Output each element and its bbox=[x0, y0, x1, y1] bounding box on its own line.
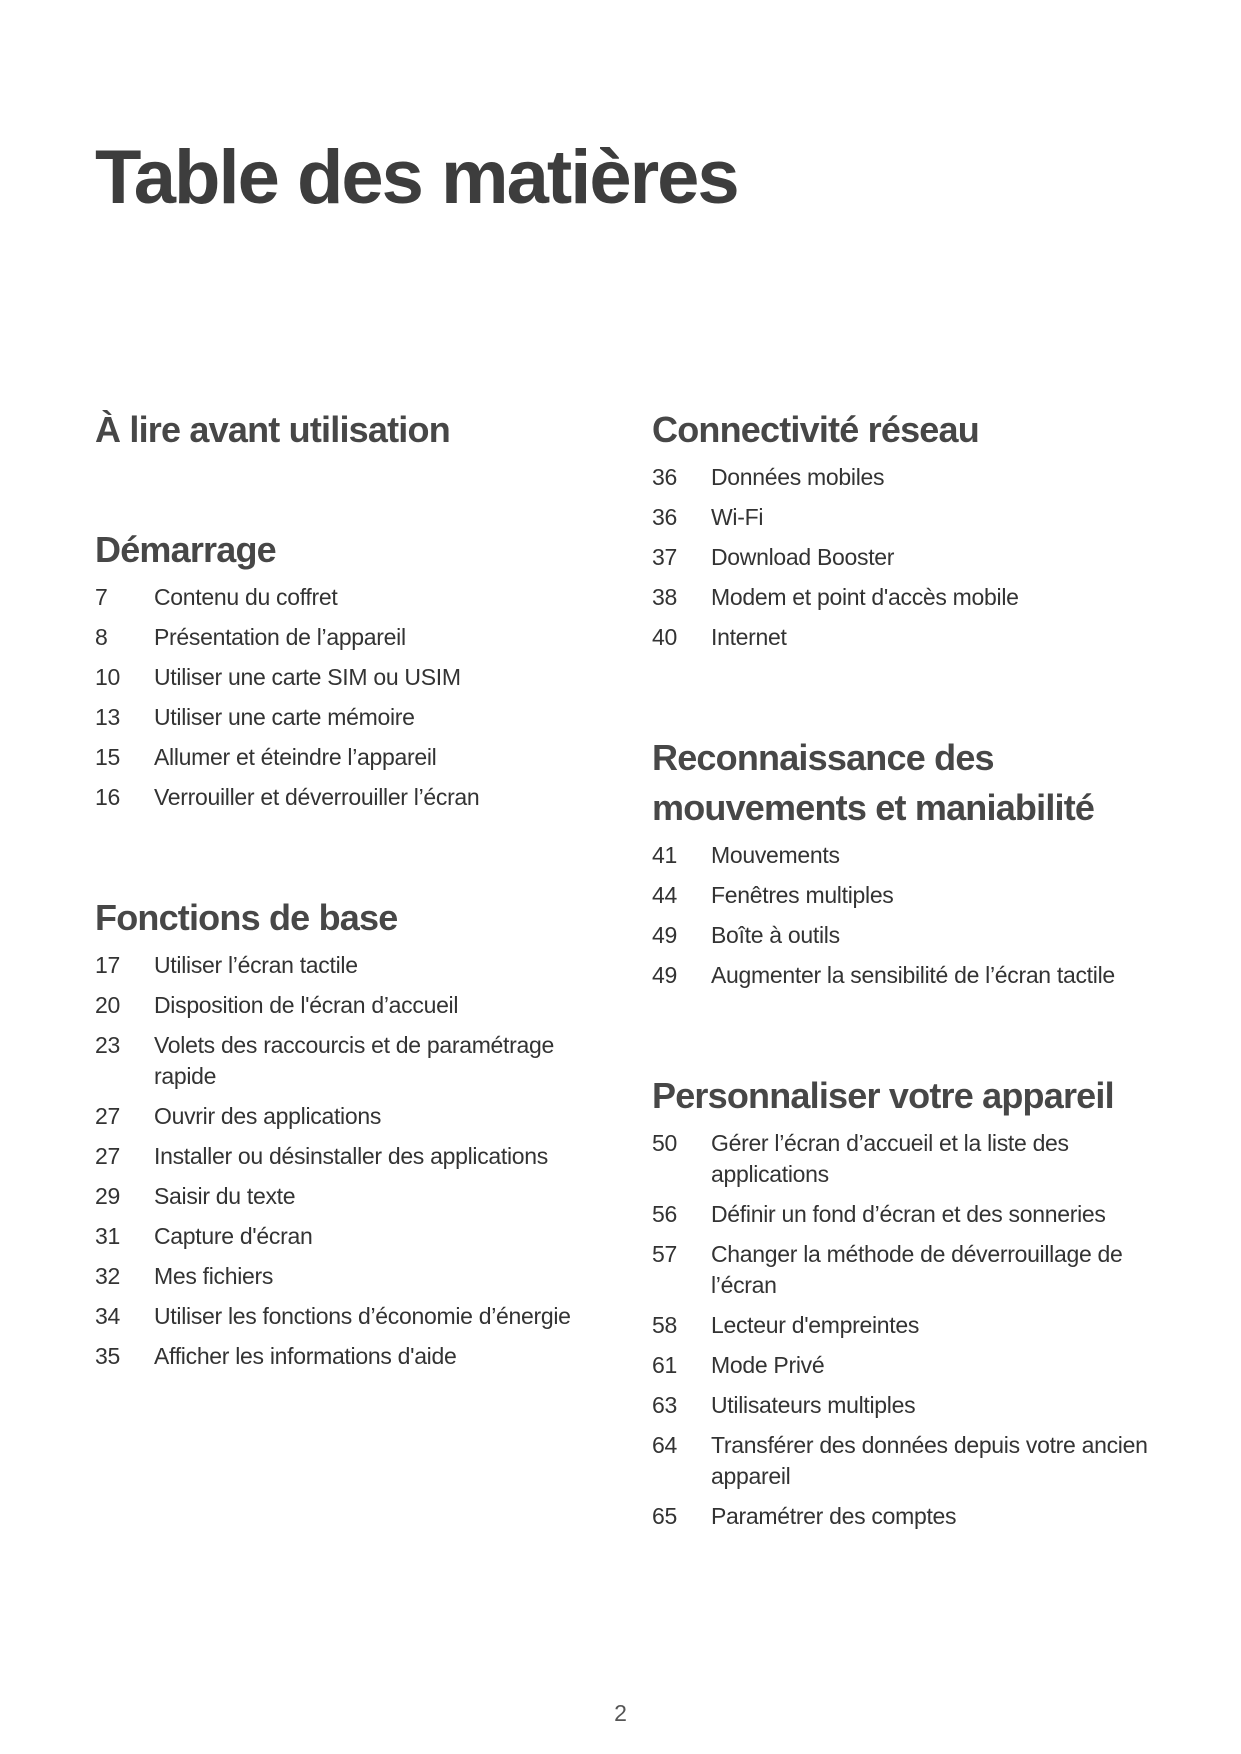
toc-entry[interactable] bbox=[652, 462, 1172, 493]
toc-entry-list bbox=[652, 462, 1172, 653]
toc-entry-text: Installer ou désinstaller des applications bbox=[154, 1143, 548, 1169]
toc-entry-page: 44 bbox=[652, 882, 677, 908]
toc-entry-text: Transférer des données depuis votre ancien appareil bbox=[711, 1432, 1148, 1489]
toc-entry-page: 64 bbox=[652, 1432, 677, 1458]
toc-entry-text: Gérer l’écran d’accueil et la liste des applications bbox=[711, 1130, 1069, 1187]
toc-entry-page: 63 bbox=[652, 1392, 677, 1418]
toc-entry[interactable] bbox=[652, 1239, 1172, 1301]
toc-entry-page: 61 bbox=[652, 1352, 677, 1378]
toc-entry-text: Paramétrer des comptes bbox=[711, 1503, 957, 1529]
toc-entry[interactable] bbox=[95, 1030, 595, 1092]
toc-entry-page: 40 bbox=[652, 624, 677, 650]
toc-section-connectivite bbox=[652, 405, 1172, 653]
toc-entry-list bbox=[95, 950, 595, 1372]
toc-entry[interactable] bbox=[652, 960, 1172, 991]
section-title[interactable]: Fonctions de base bbox=[95, 897, 398, 938]
toc-entry-text: Augmenter la sensibilité de l’écran tactile bbox=[711, 962, 1115, 988]
toc-entry[interactable] bbox=[95, 1301, 595, 1332]
toc-entry-text: Capture d'écran bbox=[154, 1223, 313, 1249]
toc-section-personnaliser bbox=[652, 1071, 1172, 1532]
toc-entry-text: Mode Privé bbox=[711, 1352, 825, 1378]
toc-entry-page: 16 bbox=[95, 784, 120, 810]
toc-entry[interactable] bbox=[95, 782, 595, 813]
toc-entry-page: 29 bbox=[95, 1183, 120, 1209]
section-title[interactable] bbox=[652, 733, 1172, 833]
toc-entry-page: 34 bbox=[95, 1303, 120, 1329]
toc-entry[interactable] bbox=[95, 702, 595, 733]
toc-entry-page: 10 bbox=[95, 664, 120, 690]
page-title: Table des matières bbox=[95, 135, 738, 220]
toc-entry[interactable] bbox=[95, 990, 595, 1021]
toc-entry-page: 56 bbox=[652, 1201, 677, 1227]
section-title[interactable]: Personnaliser votre appareil bbox=[652, 1075, 1114, 1116]
toc-entry[interactable] bbox=[652, 1390, 1172, 1421]
toc-entry[interactable] bbox=[95, 1341, 595, 1372]
toc-entry[interactable] bbox=[95, 742, 595, 773]
page-number: 2 bbox=[614, 1700, 627, 1726]
toc-entry-page: 7 bbox=[95, 584, 108, 610]
toc-entry-text: Mes fichiers bbox=[154, 1263, 274, 1289]
toc-entry[interactable] bbox=[652, 1310, 1172, 1341]
toc-entry-page: 49 bbox=[652, 922, 677, 948]
toc-entry-page: 35 bbox=[95, 1343, 120, 1369]
toc-entry-page: 8 bbox=[95, 624, 108, 650]
toc-entry[interactable] bbox=[95, 1221, 595, 1252]
section-title[interactable]: Démarrage bbox=[95, 529, 276, 570]
toc-entry-text: Wi-Fi bbox=[711, 504, 764, 530]
toc-entry-text: Verrouiller et déverrouiller l’écran bbox=[154, 784, 480, 810]
toc-entry-page: 38 bbox=[652, 584, 677, 610]
toc-entry-page: 27 bbox=[95, 1103, 120, 1129]
toc-entry-text: Utiliser les fonctions d’économie d’énergie bbox=[154, 1303, 571, 1329]
toc-entry-text: Volets des raccourcis et de paramétrage rapide bbox=[154, 1032, 554, 1089]
section-title[interactable]: Connectivité réseau bbox=[652, 409, 979, 450]
toc-entry-text: Allumer et éteindre l’appareil bbox=[154, 744, 437, 770]
section-title[interactable]: À lire avant utilisation bbox=[95, 409, 450, 450]
toc-entry[interactable] bbox=[652, 542, 1172, 573]
section-title-line: Reconnaissance des bbox=[652, 737, 994, 778]
toc-section-demarrage bbox=[95, 525, 595, 813]
toc-entry-text: Boîte à outils bbox=[711, 922, 840, 948]
section-title-line: mouvements et maniabilité bbox=[652, 787, 1095, 828]
toc-entry-page: 57 bbox=[652, 1241, 677, 1267]
toc-entry-text: Modem et point d'accès mobile bbox=[711, 584, 1019, 610]
toc-entry-text: Définir un fond d’écran et des sonneries bbox=[711, 1201, 1106, 1227]
toc-entry-page: 41 bbox=[652, 842, 677, 868]
toc-entry[interactable] bbox=[652, 1350, 1172, 1381]
toc-right-column bbox=[652, 405, 1172, 1541]
toc-entry-page: 58 bbox=[652, 1312, 677, 1338]
toc-entry-page: 27 bbox=[95, 1143, 120, 1169]
toc-entry[interactable] bbox=[652, 880, 1172, 911]
toc-entry-page: 49 bbox=[652, 962, 677, 988]
toc-entry-text: Changer la méthode de déverrouillage de l’écran bbox=[711, 1241, 1123, 1298]
toc-entry-text: Présentation de l’appareil bbox=[154, 624, 406, 650]
toc-entry-page: 20 bbox=[95, 992, 120, 1018]
toc-entry-page: 65 bbox=[652, 1503, 677, 1529]
toc-entry-page: 31 bbox=[95, 1223, 120, 1249]
toc-entry-text: Utiliser l’écran tactile bbox=[154, 952, 358, 978]
toc-section-a-lire bbox=[95, 405, 595, 455]
toc-entry-text: Fenêtres multiples bbox=[711, 882, 894, 908]
toc-entry-text: Afficher les informations d'aide bbox=[154, 1343, 457, 1369]
toc-entry-page: 13 bbox=[95, 704, 120, 730]
toc-section-reconnaissance bbox=[652, 733, 1172, 991]
toc-entry[interactable] bbox=[652, 582, 1172, 613]
toc-entry-page: 36 bbox=[652, 504, 677, 530]
toc-entry[interactable] bbox=[95, 622, 595, 653]
toc-entry-text: Mouvements bbox=[711, 842, 840, 868]
toc-entry-page: 32 bbox=[95, 1263, 120, 1289]
toc-entry-text: Lecteur d'empreintes bbox=[711, 1312, 920, 1338]
toc-entry-text: Utiliser une carte mémoire bbox=[154, 704, 415, 730]
toc-entry-text: Ouvrir des applications bbox=[154, 1103, 382, 1129]
toc-entry[interactable] bbox=[95, 1181, 595, 1212]
toc-entry[interactable] bbox=[95, 1101, 595, 1132]
toc-entry[interactable] bbox=[95, 950, 595, 981]
toc-entry-page: 50 bbox=[652, 1130, 677, 1156]
toc-section-fonctions-de-base bbox=[95, 893, 595, 1372]
toc-entry-page: 37 bbox=[652, 544, 677, 570]
toc-left-column bbox=[95, 405, 595, 1381]
toc-entry-text: Saisir du texte bbox=[154, 1183, 296, 1209]
toc-entry-list bbox=[652, 840, 1172, 991]
toc-entry-page: 15 bbox=[95, 744, 120, 770]
toc-entry[interactable] bbox=[652, 1128, 1172, 1190]
toc-entry-list bbox=[95, 582, 595, 813]
toc-entry[interactable] bbox=[652, 502, 1172, 533]
toc-entry-page: 36 bbox=[652, 464, 677, 490]
toc-entry-text: Disposition de l'écran d’accueil bbox=[154, 992, 459, 1018]
toc-entry-text: Données mobiles bbox=[711, 464, 885, 490]
toc-entry[interactable] bbox=[95, 1261, 595, 1292]
toc-entry[interactable] bbox=[652, 1199, 1172, 1230]
toc-entry[interactable] bbox=[95, 662, 595, 693]
toc-entry[interactable] bbox=[95, 1141, 595, 1172]
toc-entry[interactable] bbox=[652, 1430, 1172, 1492]
toc-entry-text: Download Booster bbox=[711, 544, 895, 570]
toc-entry-text: Contenu du coffret bbox=[154, 584, 338, 610]
toc-entry-text: Utilisateurs multiples bbox=[711, 1392, 916, 1418]
toc-entry[interactable] bbox=[652, 920, 1172, 951]
toc-entry-page: 23 bbox=[95, 1032, 120, 1058]
toc-entry[interactable] bbox=[652, 622, 1172, 653]
toc-entry-list bbox=[652, 1128, 1172, 1532]
toc-entry-text: Internet bbox=[711, 624, 787, 650]
toc-entry-text: Utiliser une carte SIM ou USIM bbox=[154, 664, 461, 690]
toc-entry-page: 17 bbox=[95, 952, 120, 978]
toc-entry[interactable] bbox=[95, 582, 595, 613]
toc-entry[interactable] bbox=[652, 1501, 1172, 1532]
toc-entry[interactable] bbox=[652, 840, 1172, 871]
